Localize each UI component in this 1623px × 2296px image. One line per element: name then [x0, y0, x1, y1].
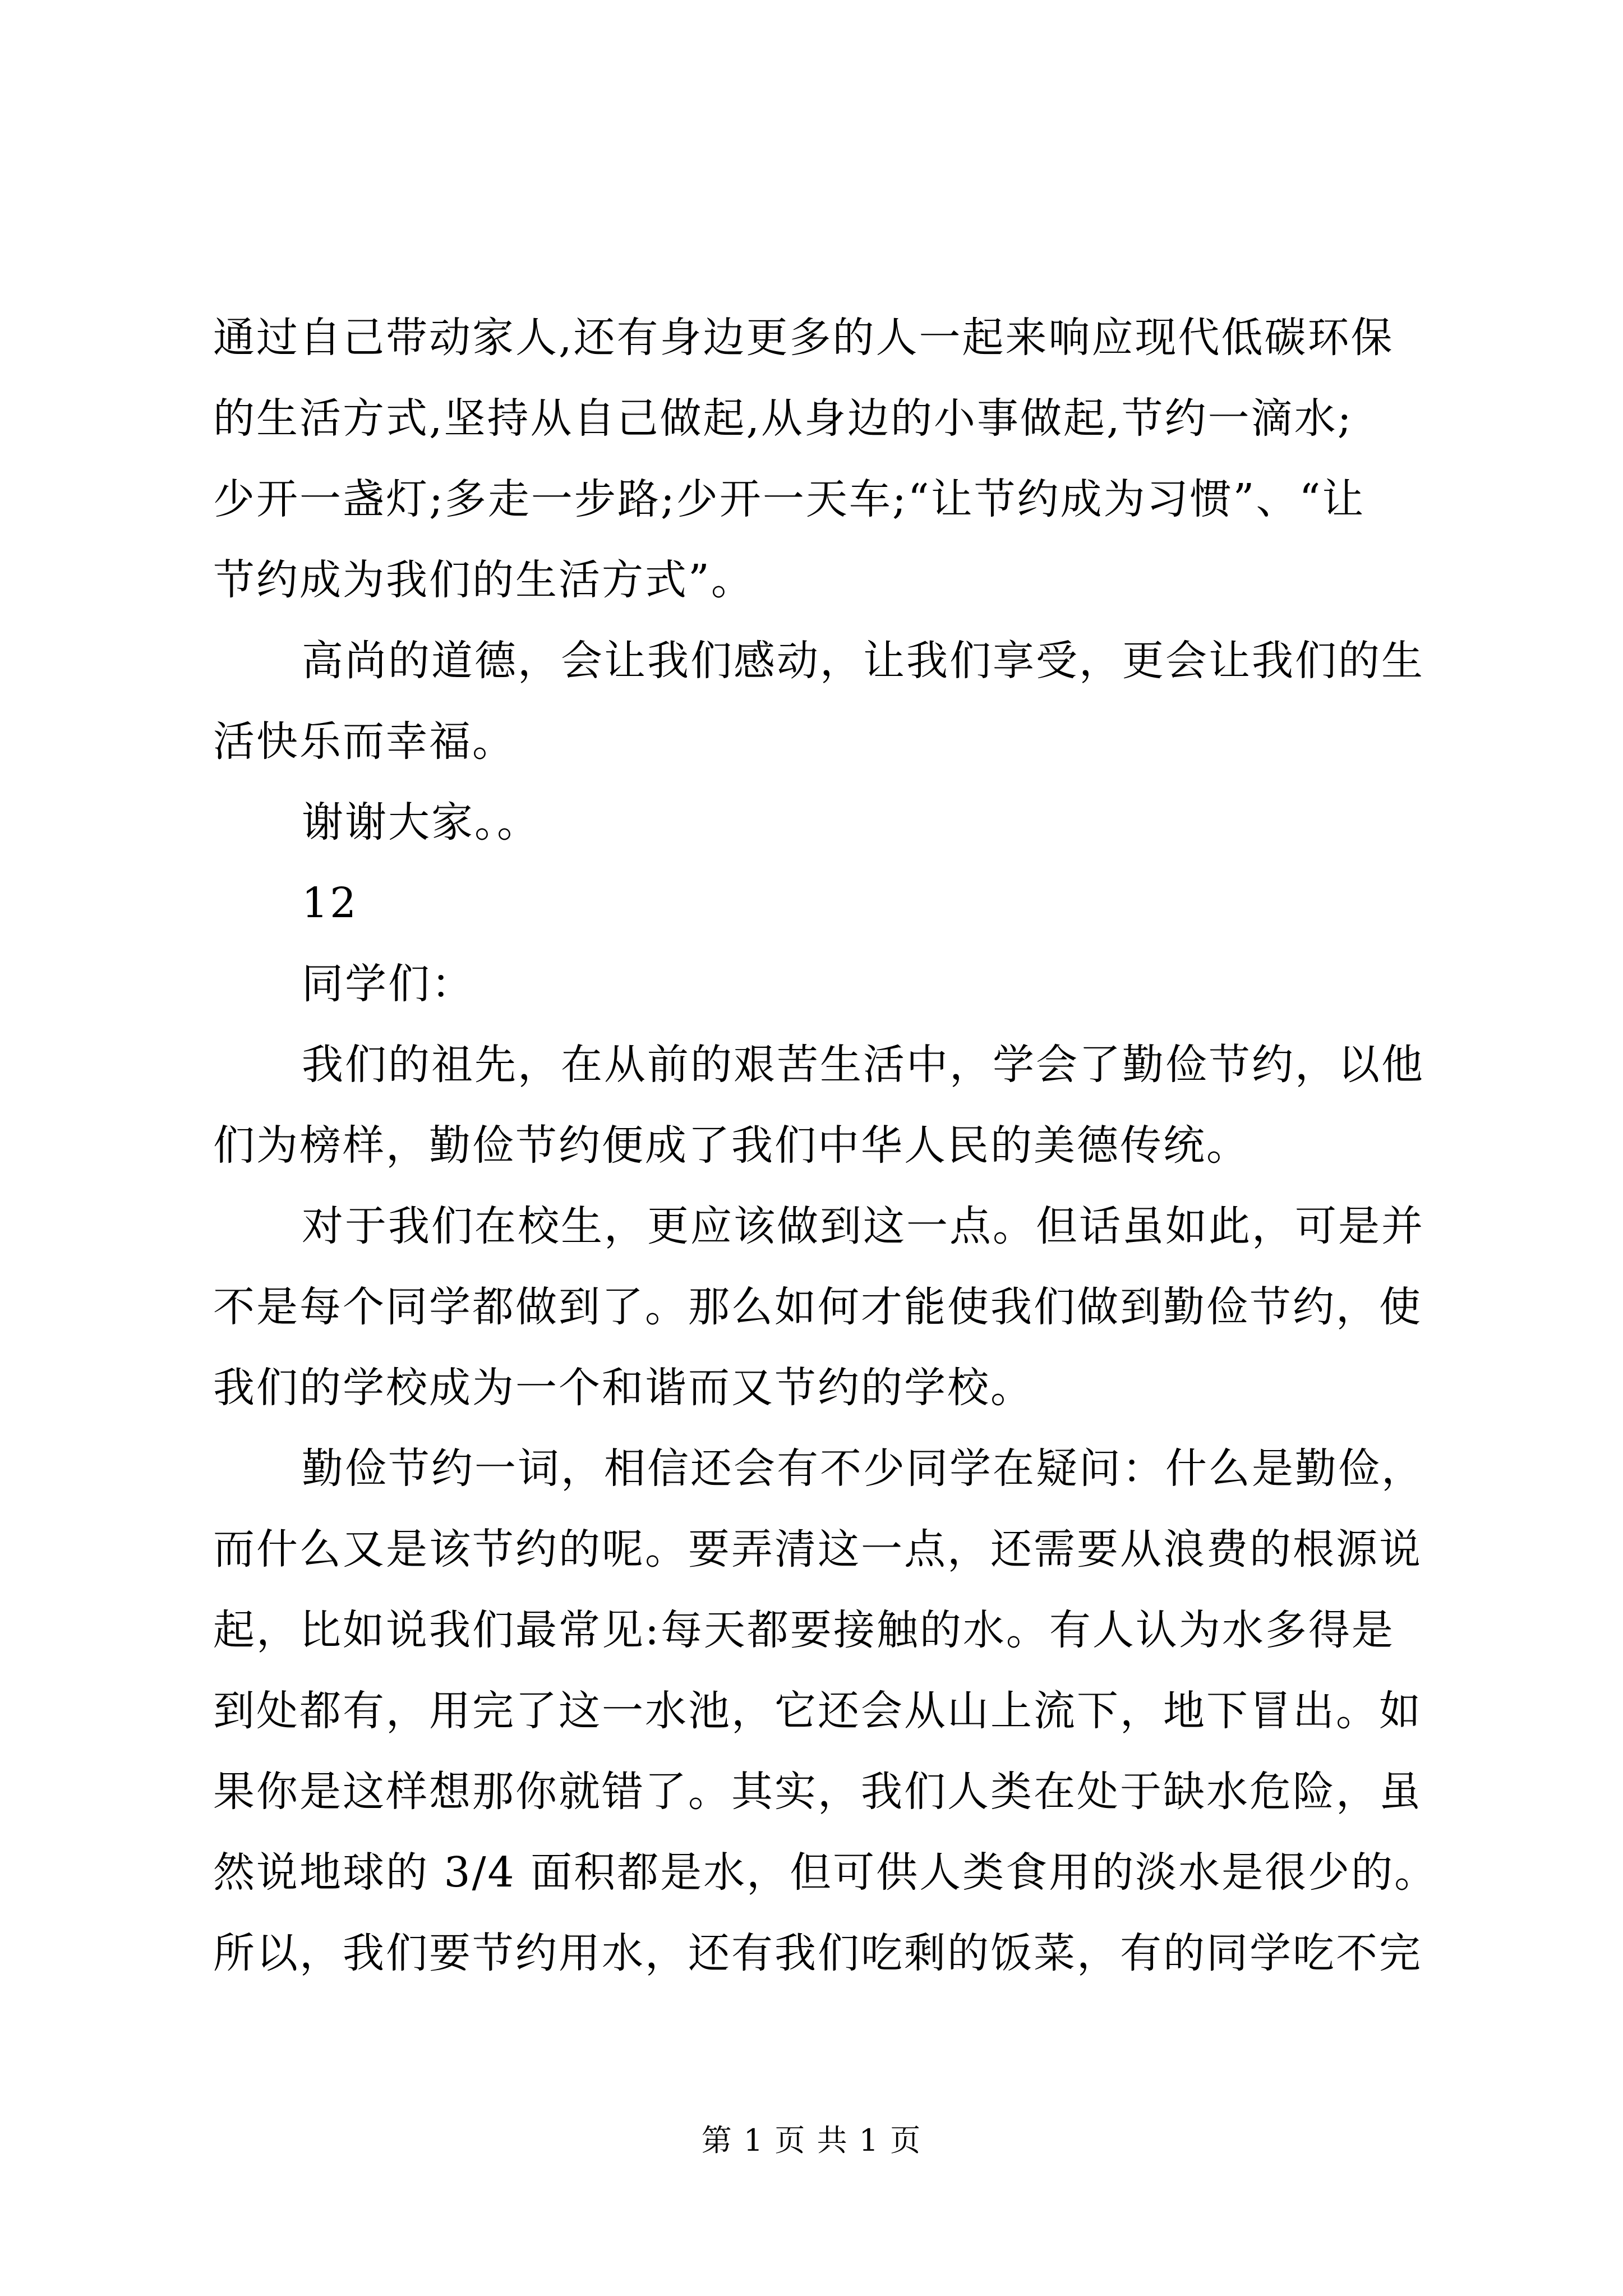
text-line: 到处都有，用完了这一水池，它还会从山上流下，地下冒出。如 [213, 1687, 1422, 1735]
section-number: 12 [302, 879, 358, 927]
text-line: 果你是这样想那你就错了。其实，我们人类在处于缺水危险，虽 [213, 1768, 1422, 1816]
text-line: 通过自己带动家人,还有身边更多的人一起来响应现代低碳环保 [213, 314, 1394, 362]
text-line: 勤俭节约一词，相信还会有不少同学在疑问：什么是勤俭， [302, 1444, 1424, 1493]
text-line: 节约成为我们的生活方式”。 [213, 556, 754, 604]
text-line: 高尚的道德，会让我们感动，让我们享受，更会让我们的生 [302, 637, 1424, 685]
text-line: 少开一盏灯;多走一步路;少开一天车;“让节约成为习惯”、“让 [213, 475, 1366, 523]
page-number-label: 第 1 页 共 1 页 [701, 2123, 922, 2158]
text-line: 我们的祖先，在从前的艰苦生活中，学会了勤俭节约，以他 [302, 1041, 1424, 1089]
text-line: 谢谢大家。。 [302, 798, 540, 846]
text-line: 不是每个同学都做到了。那么如何才能使我们做到勤俭节约，使 [213, 1283, 1422, 1331]
document-body [213, 297, 1436, 1994]
text-line: 而什么又是该节约的呢。要弄清这一点，还需要从浪费的根源说 [213, 1525, 1422, 1573]
text-line: 们为榜样，勤俭节约便成了我们中华人民的美德传统。 [213, 1121, 1249, 1170]
text-line: 的生活方式,坚持从自己做起,从身边的小事做起,节约一滴水; [213, 394, 1353, 443]
salutation: 同学们： [302, 960, 474, 1008]
text-line: 我们的学校成为一个和谐而又节约的学校。 [213, 1364, 1034, 1412]
page-footer [0, 2118, 1623, 2163]
text-line: 然说地球的 3/4 面积都是水，但可供人类食用的淡水是很少的。 [213, 1848, 1438, 1897]
text-line: 活快乐而幸福。 [213, 717, 515, 766]
text-line: 起，比如说我们最常见:每天都要接触的水。有人认为水多得是 [213, 1606, 1395, 1654]
text-line: 所以，我们要节约用水，还有我们吃剩的饭菜，有的同学吃不完 [213, 1929, 1422, 1977]
text-line: 对于我们在校生，更应该做到这一点。但话虽如此，可是并 [302, 1202, 1424, 1250]
